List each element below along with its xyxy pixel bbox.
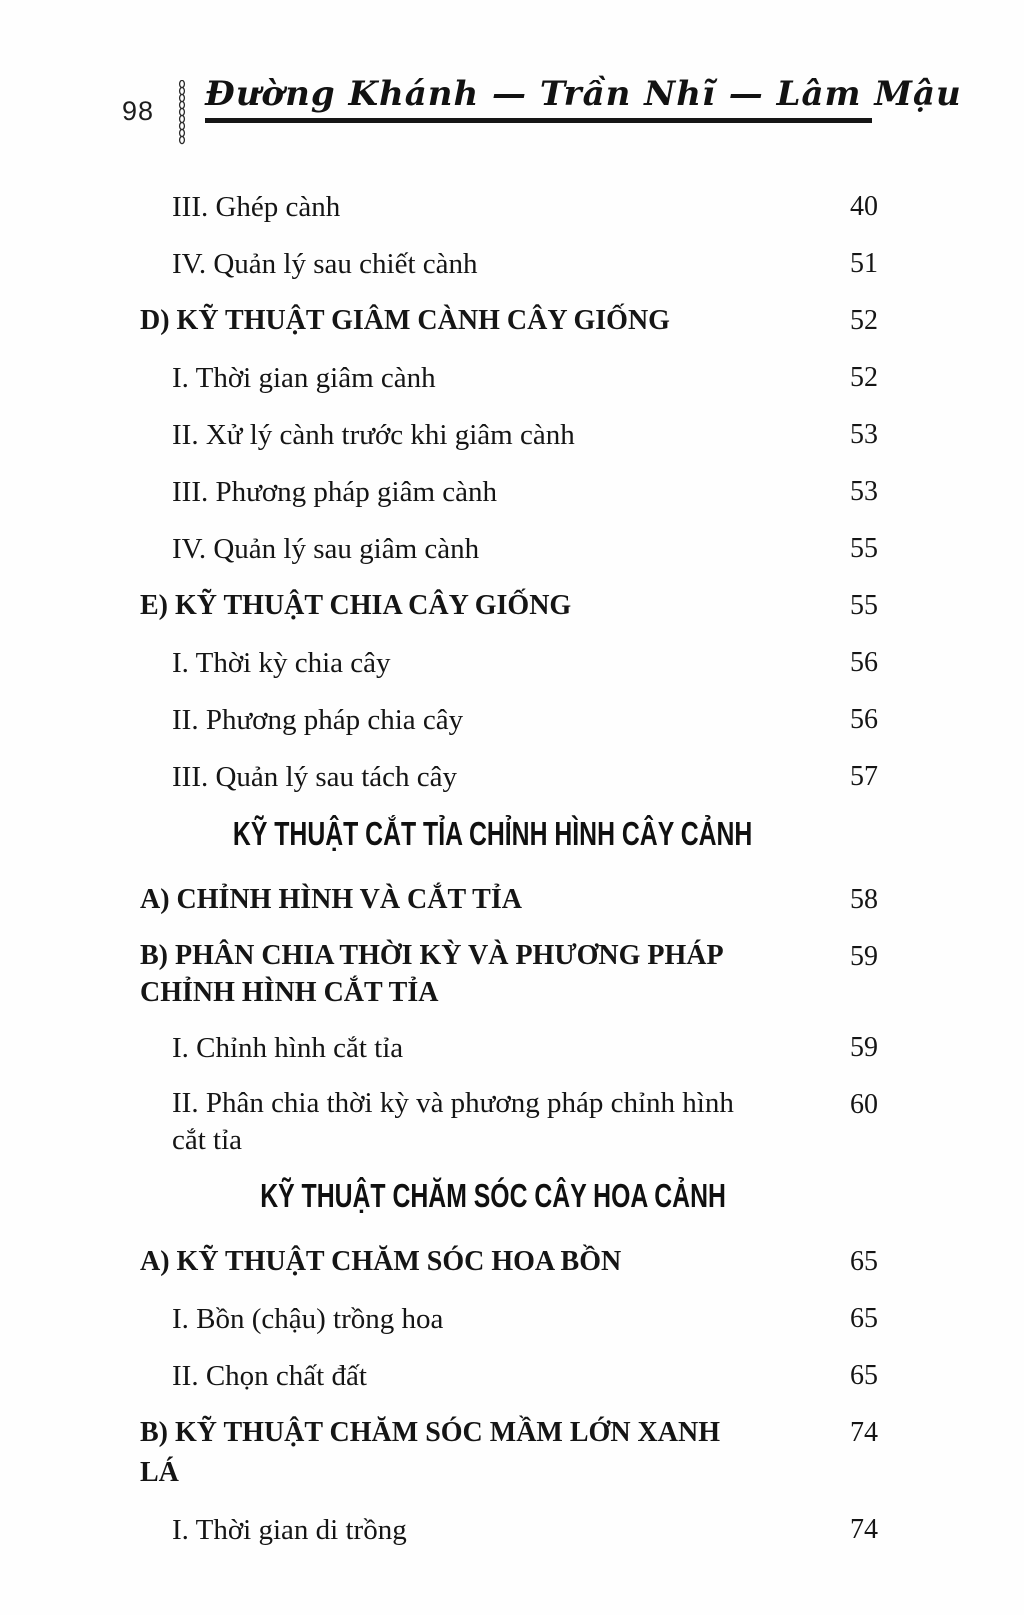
toc-entry-label: IV. Quản lý sau giâm cành — [172, 533, 480, 565]
toc-entry — [140, 880, 878, 920]
toc-entry-label: B) KỸ THUẬT CHĂM SÓC MẦM LỚN XANH LÁ — [140, 1417, 720, 1488]
toc-entry — [140, 1356, 878, 1396]
toc-entry-label: III. Phương pháp giâm cành — [172, 476, 498, 508]
toc-entry — [140, 1299, 878, 1339]
toc-entry-page: 56 — [850, 647, 878, 678]
toc-entry-label: III. Quản lý sau tách cây — [172, 761, 458, 793]
toc-entry — [140, 301, 878, 341]
toc-entry-page: 53 — [850, 476, 878, 507]
toc-entry — [140, 358, 878, 398]
running-title: Đường Khánh — Trần Nhĩ — Lâm Mậu — [205, 74, 962, 114]
toc-section-heading — [140, 814, 846, 860]
toc-entry — [140, 1242, 878, 1282]
toc-entry — [140, 1028, 878, 1068]
toc-entry-page: 55 — [850, 533, 878, 564]
header-title-block — [205, 74, 962, 123]
toc-entry — [140, 757, 878, 797]
toc-entry — [140, 700, 878, 740]
toc-entry — [140, 1413, 878, 1493]
toc-entry-page: 56 — [850, 704, 878, 735]
toc-entry-label: I. Chỉnh hình cắt tỉa — [172, 1032, 404, 1064]
table-of-contents — [140, 187, 878, 1567]
toc-entry-page: 74 — [850, 1417, 878, 1448]
toc-entry-page: 55 — [850, 590, 878, 621]
toc-entry — [140, 643, 878, 683]
toc-entry-label: D) KỸ THUẬT GIÂM CÀNH CÂY GIỐNG — [140, 305, 670, 336]
toc-entry-page: 58 — [850, 884, 878, 915]
toc-entry-page: 74 — [850, 1514, 878, 1545]
toc-entry-page: 65 — [850, 1360, 878, 1391]
toc-entry-page: 40 — [850, 191, 878, 222]
toc-section-heading-text: KỸ THUẬT CẮT TỈA CHỈNH HÌNH CÂY CẢNH — [233, 814, 753, 853]
toc-entry-label: II. Xử lý cành trước khi giâm cành — [172, 419, 575, 451]
toc-entry-label: I. Thời gian di trồng — [172, 1514, 407, 1546]
toc-entry — [140, 529, 878, 569]
toc-entry-label: II. Phân chia thời kỳ và phương pháp chỉnh hình cắt tỉa — [172, 1087, 734, 1156]
toc-entry-label: A) KỸ THUẬT CHĂM SÓC HOA BỒN — [140, 1246, 622, 1277]
toc-entry — [140, 586, 878, 626]
toc-section-heading — [140, 1176, 846, 1222]
toc-entry-label: B) PHÂN CHIA THỜI KỲ VÀ PHƯƠNG PHÁP CHỈNH HÌNH CẮT TỈA — [140, 940, 723, 1008]
page-number: 98 — [122, 96, 155, 126]
toc-entry — [140, 472, 878, 512]
toc-entry-page: 59 — [850, 941, 878, 972]
toc-entry-page: 59 — [850, 1032, 878, 1063]
toc-entry — [140, 937, 878, 1011]
toc-section-heading-text: KỸ THUẬT CHĂM SÓC CÂY HOA CẢNH — [260, 1176, 726, 1215]
toc-entry-page: 65 — [850, 1303, 878, 1334]
toc-entry-page: 52 — [850, 362, 878, 393]
toc-entry-label: A) CHỈNH HÌNH VÀ CẮT TỈA — [140, 884, 522, 915]
toc-entry — [140, 187, 878, 227]
page-header — [0, 0, 1024, 160]
toc-entry-label: IV. Quản lý sau chiết cành — [172, 248, 478, 280]
toc-entry — [140, 244, 878, 284]
chain-ornament-icon — [176, 80, 188, 151]
toc-entry-label: II. Phương pháp chia cây — [172, 704, 464, 736]
toc-entry-label: I. Bồn (chậu) trồng hoa — [172, 1303, 444, 1335]
toc-entry-page: 65 — [850, 1246, 878, 1277]
toc-entry-label: I. Thời kỳ chia cây — [172, 647, 391, 679]
toc-entry-page: 51 — [850, 248, 878, 279]
toc-entry — [140, 415, 878, 455]
toc-entry-page: 53 — [850, 419, 878, 450]
toc-entry-page: 52 — [850, 305, 878, 336]
toc-entry — [140, 1085, 878, 1159]
toc-entry-label: II. Chọn chất đất — [172, 1360, 367, 1392]
toc-entry-page: 60 — [850, 1089, 878, 1120]
toc-entry-page: 57 — [850, 761, 878, 792]
toc-entry-label: E) KỸ THUẬT CHIA CÂY GIỐNG — [140, 590, 572, 621]
toc-entry-label: I. Thời gian giâm cành — [172, 362, 436, 394]
toc-entry-label: III. Ghép cành — [172, 191, 341, 223]
toc-entry — [140, 1510, 878, 1550]
